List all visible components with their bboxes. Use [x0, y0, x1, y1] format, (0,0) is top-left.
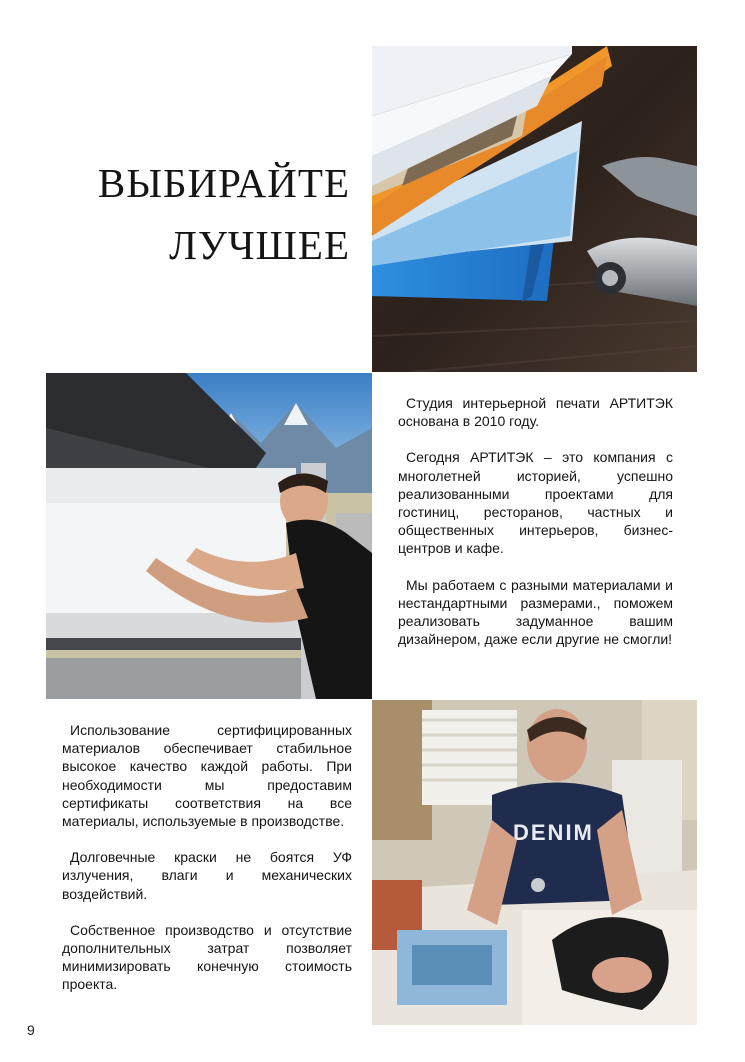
page-number: 9	[27, 1022, 35, 1038]
about-text-block	[398, 394, 673, 666]
quality-paragraph: Использование сертифицированных материалов обеспечивает стабильное высокое качество каждой работы. При необходимости мы предоставим сертификаты соответствия на все материалы, используемые в производстве.	[62, 722, 352, 830]
about-paragraph: Сегодня АРТИТЭК – это компания с многолетней историей, успешно реализованными проектами для гостиниц, ресторанов, частных и общественных интерьеров, бизнес-центров и кафе.	[398, 449, 673, 557]
page-title-line-2: ЛУЧШЕЕ	[169, 222, 350, 268]
photo-canvas-frames	[372, 46, 697, 372]
photo-printer-operator	[46, 373, 372, 699]
about-paragraph: Студия интерьерной печати АРТИТЭК основана в 2010 году.	[398, 395, 673, 430]
about-paragraph: Мы работаем с разными материалами и нестандартными размерами., поможем реализовать задуманное вашим дизайнером, даже если другие не смогли!	[398, 576, 673, 648]
photo-worker-prints	[372, 700, 697, 1025]
quality-paragraph: Собственное производство и отсутствие дополнительных затрат позволяет минимизировать конечную стоимость проекта.	[62, 921, 352, 993]
page-title-line-1: ВЫБИРАЙТЕ	[97, 160, 350, 206]
shirt-print-text: DENIM	[513, 820, 594, 845]
page-title	[40, 152, 350, 276]
quality-paragraph: Долговечные краски не боятся УФ излучения, влаги и механических воздействий.	[62, 849, 352, 902]
quality-text-block	[62, 721, 352, 1012]
